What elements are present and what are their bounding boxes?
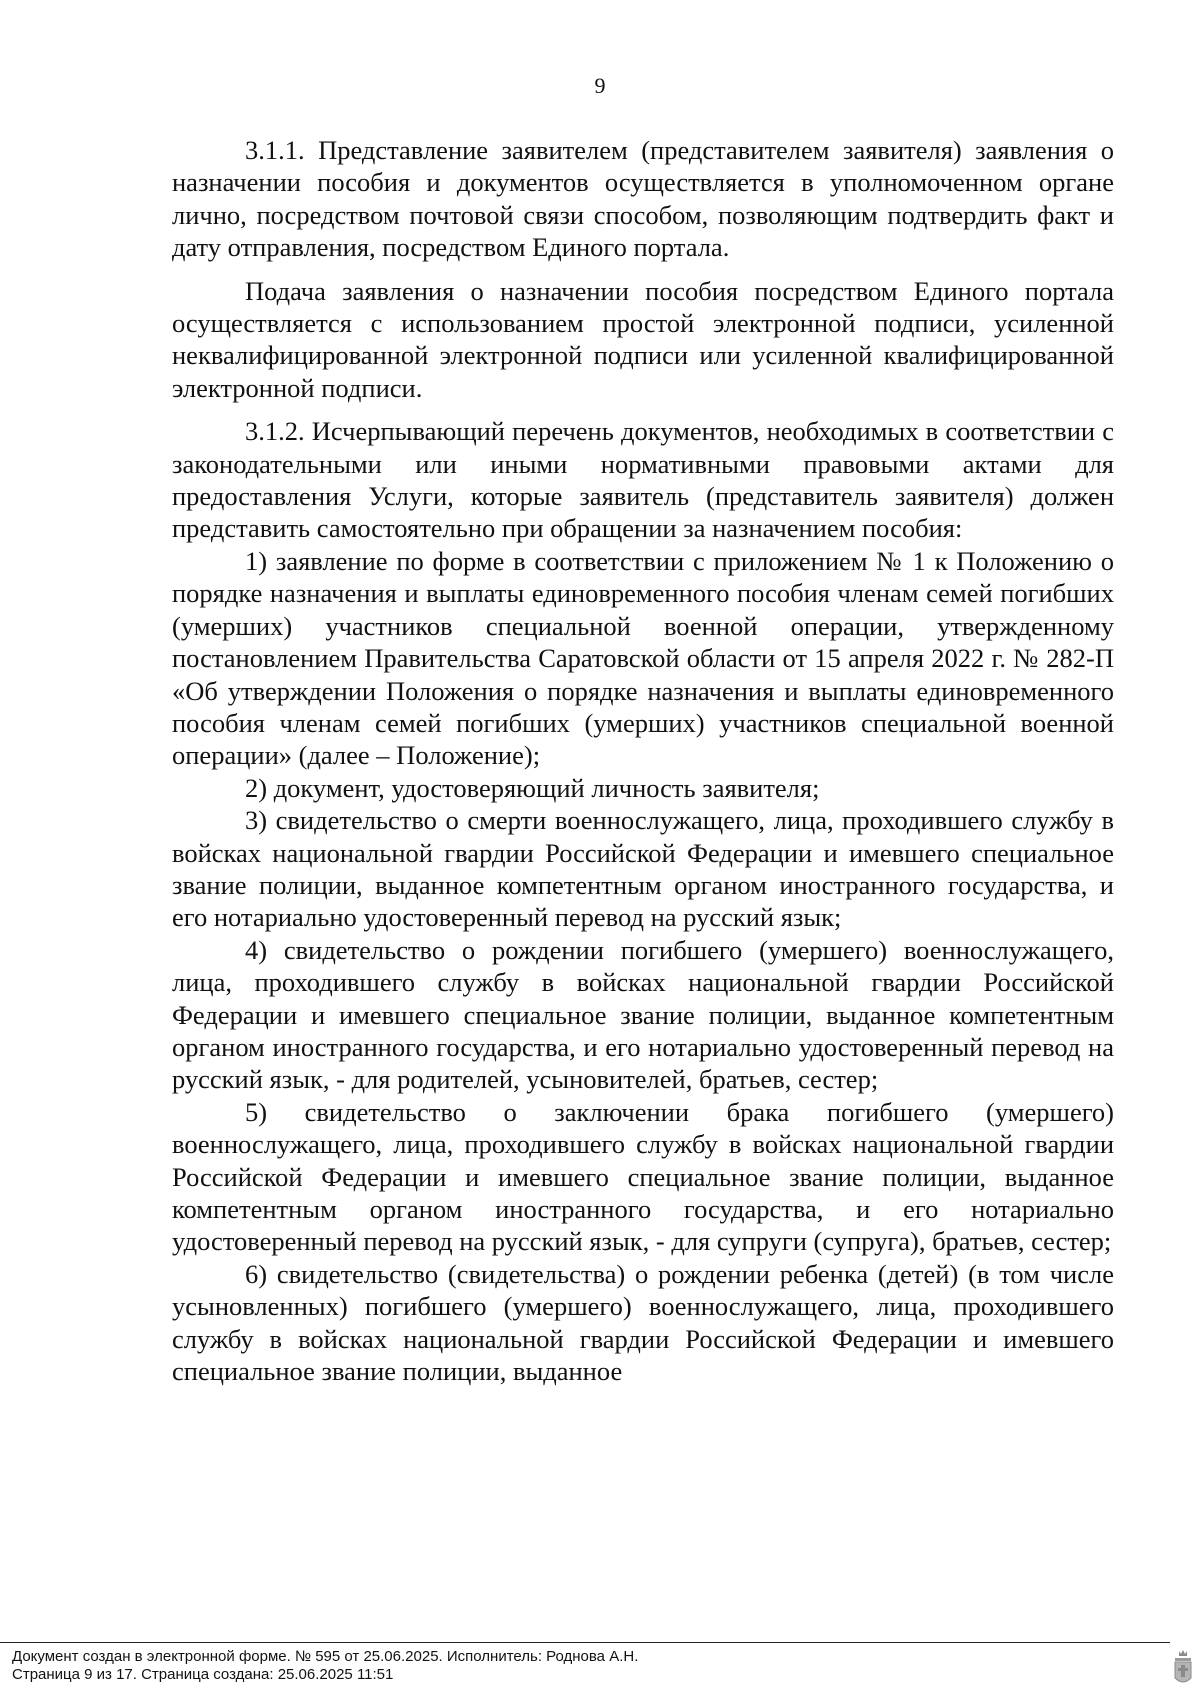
list-item-2: 2) документ, удостоверяющий личность заявителя;	[245, 772, 820, 803]
list-item-5: 5) свидетельство о заключении брака погибшего (умершего) военнослужащего, лица, проходившего службу в войсках национальной гвардии Российской Федерации и имевшего специальное звание полиции, выданное компетентным органом иностранного государства, и его нотариально удостоверенный перевод на русский язык, - для супруги (супруга), братьев, сестер;	[172, 1096, 1114, 1257]
paragraph-3-1-2: 3.1.2. Исчерпывающий перечень документов, необходимых в соответствии с законодательными или иными нормативными правовыми актами для предоставления Услуги, которые заявитель (представитель заявителя) должен представить самостоятельно при обращении за назначением пособия:	[172, 416, 1114, 544]
footer-line-document-info: Документ создан в электронной форме. № 595 от 25.06.2025. Исполнитель: Роднова А.Н.	[12, 1648, 639, 1665]
list-item-4: 4) свидетельство о рождении погибшего (умершего) военнослужащего, лица, проходившего службу в войсках национальной гвардии Российской Федерации и имевшего специальное звание полиции, выданное компетентным органом иностранного государства, и его нотариально удостоверенный перевод на русский язык, - для родителей, усыновителей, братьев, сестер;	[172, 934, 1114, 1095]
page-number: 9	[594, 73, 606, 98]
coat-of-arms-icon	[1172, 1648, 1194, 1688]
footer-line-page-info: Страница 9 из 17. Страница создана: 25.06.2025 11:51	[12, 1666, 394, 1683]
footer-divider	[0, 1642, 1170, 1643]
paragraph-signature: Подача заявления о назначении пособия посредством Единого портала осуществляется с использованием простой электронной подписи, усиленной неквалифицированной электронной подписи или усиленной квалифицированной электронной подписи.	[172, 275, 1114, 403]
document-body	[172, 134, 1114, 1387]
document-footer	[0, 1640, 1200, 1698]
list-item-3: 3) свидетельство о смерти военнослужащего, лица, проходившего службу в войсках национальной гвардии Российской Федерации и имевшего специальное звание полиции, выданное компетентным органом иностранного государства, и его нотариально удостоверенный перевод на русский язык;	[172, 805, 1114, 933]
list-item-1: 1) заявление по форме в соответствии с приложением № 1 к Положению о порядке назначения и выплаты единовременного пособия членам семей погибших (умерших) участников специальной военной операции, утвержденному постановлением Правительства Саратовской области от 15 апреля 2022 г. № 282-П «Об утверждении Положения о порядке назначения и выплаты единовременного пособия членам семей погибших (умерших) участников специальной военной операции» (далее – Положение);	[172, 545, 1114, 771]
list-item-6: 6) свидетельство (свидетельства) о рождении ребенка (детей) (в том числе усыновленных) погибшего (умершего) военнослужащего, лица, проходившего службу в войсках национальной гвардии Российской Федерации и имевшего специальное звание полиции, выданное	[172, 1258, 1114, 1387]
footer-text	[12, 1648, 638, 1684]
paragraph-3-1-1: 3.1.1. Представление заявителем (представителем заявителя) заявления о назначении пособия и документов осуществляется в уполномоченном органе лично, посредством почтовой связи способом, позволяющим подтвердить факт и дату отправления, посредством Единого портала.	[172, 135, 1114, 263]
